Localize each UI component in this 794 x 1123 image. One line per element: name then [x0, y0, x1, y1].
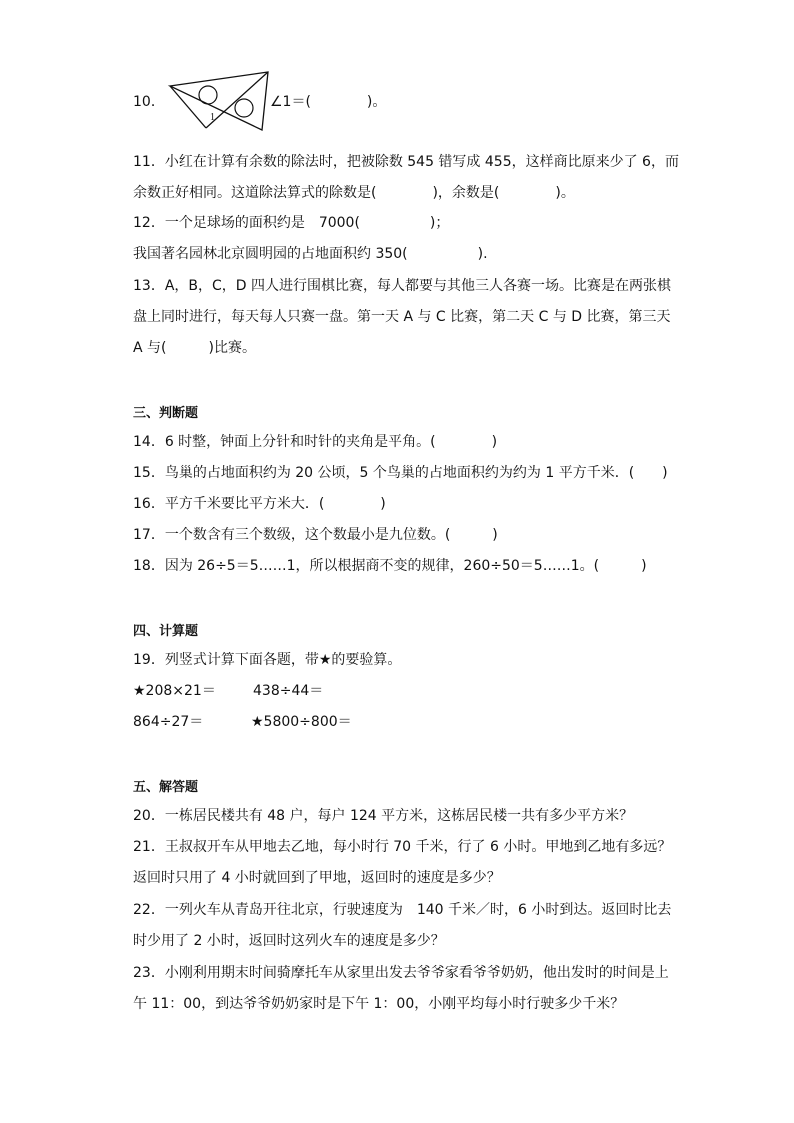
q23-line2: 午 11：00，到达爷爷奶奶家时是下午 1：00，小刚平均每小时行驶多少千米？	[133, 996, 625, 1012]
angle-label: 1	[210, 112, 215, 123]
q23-line1: 23．小刚利用期末时间骑摩托车从家里出发去爷爷家看爷爷奶奶，他出发时的时间是上	[133, 965, 669, 981]
q12-line1: 12．一个足球场的面积约是 7000( )；	[133, 215, 450, 231]
section4-title: 四、计算题	[133, 624, 199, 639]
q10-angle-text: ∠1＝( )。	[270, 94, 387, 110]
calc-item-1: ★208×21＝	[133, 683, 216, 699]
q12-line2: 我国著名园林北京圆明园的占地面积约 350( ).	[133, 246, 488, 262]
q22-line2: 时少用了 2 小时，返回时这列火车的速度是多少？	[133, 933, 445, 949]
q15: 15．鸟巢的占地面积约为 20 公顷，5 个鸟巢的占地面积约为约为 1 平方千米．( )	[133, 465, 668, 481]
q19: 19．列竖式计算下面各题，带★的要验算。	[133, 652, 402, 668]
q13-line2: 盘上同时进行，每天每人只赛一盘。第一天 A 与 C 比赛，第二天 C 与 D 比赛，第三天	[133, 309, 671, 325]
section5-title: 五、解答题	[133, 780, 199, 795]
q22-line1: 22．一列火车从青岛开往北京，行驶速度为 140 千米／时，6 小时到达。返回时比去	[133, 902, 672, 918]
q21-line2: 返回时只用了 4 小时就回到了甲地，返回时的速度是多少？	[133, 870, 501, 886]
q11-line1: 11．小红在计算有余数的除法时，把被除数 545 错写成 455，这样商比原来少了 6，而	[133, 154, 679, 170]
q13-line1: 13．A，B，C，D 四人进行围棋比赛，每人都要与其他三人各赛一场。比赛是在两张棋	[133, 278, 671, 294]
q13-line3: A 与( )比赛。	[133, 340, 256, 356]
calc-item-3: 864÷27＝	[133, 714, 204, 730]
triangle-figure	[166, 68, 276, 138]
calc-item-4: ★5800÷800＝	[251, 714, 352, 730]
q10-number: 10．	[133, 94, 165, 110]
q18: 18．因为 26÷5＝5……1，所以根据商不变的规律，260÷50＝5……1。( )	[133, 558, 647, 574]
q17: 17．一个数含有三个数级，这个数最小是九位数。( )	[133, 527, 498, 543]
q16: 16．平方千米要比平方米大．( )	[133, 496, 386, 512]
q21-line1: 21．王叔叔开车从甲地去乙地，每小时行 70 千米，行了 6 小时。甲地到乙地有多远？	[133, 839, 672, 855]
q20: 20．一栋居民楼共有 48 户，每户 124 平方米，这栋居民楼一共有多少平方米？	[133, 808, 634, 824]
section3-title: 三、判断题	[133, 406, 199, 421]
q11-line2: 余数正好相同。这道除法算式的除数是( )，余数是( )。	[133, 185, 575, 201]
q14: 14．6 时整，钟面上分针和时针的夹角是平角。( )	[133, 434, 498, 450]
calc-item-2: 438÷44＝	[253, 683, 324, 699]
